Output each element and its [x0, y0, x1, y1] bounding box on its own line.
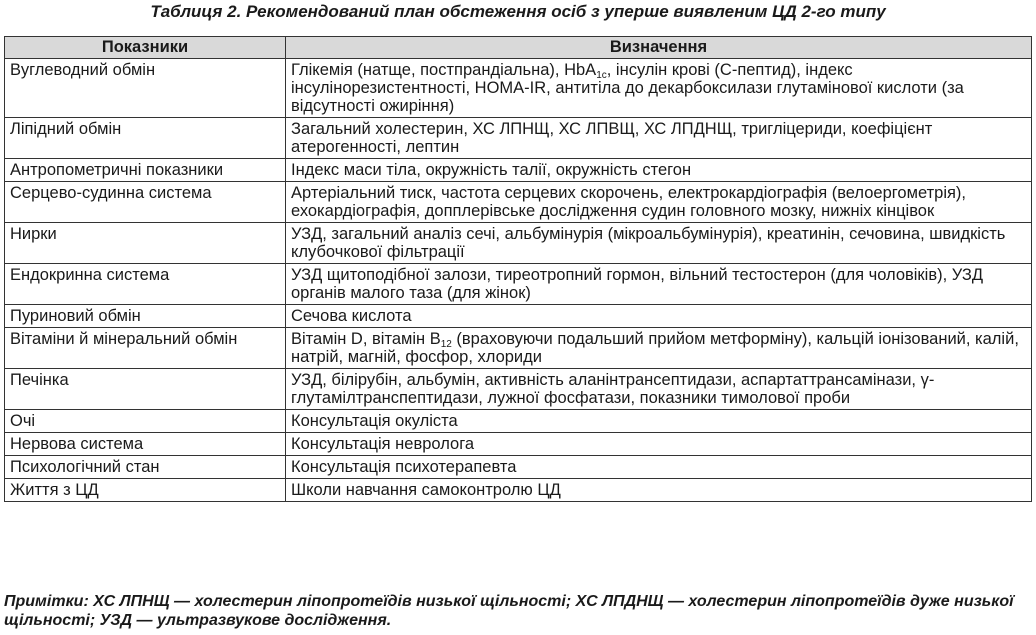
subscript-text: 1c: [596, 70, 607, 81]
indicator-cell: Антропометричні показники: [5, 159, 286, 182]
definition-cell: [286, 159, 1032, 182]
definition-cell: [286, 305, 1032, 328]
table-row: [5, 410, 1032, 433]
table-row: [5, 264, 1032, 305]
definition-cell: [286, 328, 1032, 369]
table-row: [5, 369, 1032, 410]
definition-text: Індекс маси тіла, окружність талії, окружність стегон: [291, 161, 692, 179]
table-row: [5, 433, 1032, 456]
indicator-cell: Ліпідний обмін: [5, 118, 286, 159]
table-row: [5, 118, 1032, 159]
table-caption: Таблиця 2. Рекомендований план обстеження осіб з уперше виявленим ЦД 2-го типу: [150, 2, 886, 21]
indicator-cell: Пуриновий обмін: [5, 305, 286, 328]
indicator-cell: Вуглеводний обмін: [5, 59, 286, 118]
definition-cell: [286, 182, 1032, 223]
definition-cell: [286, 118, 1032, 159]
table-row: [5, 305, 1032, 328]
definition-text: Консультація психотерапевта: [291, 458, 517, 476]
indicator-cell: Печінка: [5, 369, 286, 410]
table-body: [5, 59, 1032, 502]
definition-text: , інсулін крові (С-пептид), індекс інсулінорезистентності, HOMA-IR, антитіла до декарбоксилази глутамінової кислоти (за відсутності ожиріння): [291, 61, 964, 115]
table-row: [5, 182, 1032, 223]
table-row: [5, 456, 1032, 479]
table-row: [5, 159, 1032, 182]
indicator-cell: Нирки: [5, 223, 286, 264]
definition-text: УЗД щитоподібної залози, тиреотропний гормон, вільний тестостерон (для чоловіків), УЗД органів малого таза (для жінок): [291, 266, 984, 302]
definition-text: Глікемія (натще, постпрандіальна), HbA: [291, 61, 597, 79]
definition-cell: [286, 369, 1032, 410]
definition-cell: [286, 264, 1032, 305]
indicator-cell: Серцево-судинна система: [5, 182, 286, 223]
indicator-cell: Нервова система: [5, 433, 286, 456]
definition-text: Консультація невролога: [291, 435, 475, 453]
definition-text: Артеріальний тиск, частота серцевих скорочень, електрокардіографія (велоергометрія), ехокардіографія, допплерівське дослідження судин головного мозку, нижніх кінцівок: [291, 184, 966, 220]
table-row: [5, 479, 1032, 502]
definition-text: УЗД, загальний аналіз сечі, альбумінурія (мікроальбумінурія), креатинін, сечовина, швидкість клубочкової фільтрації: [291, 225, 1006, 261]
definition-cell: [286, 456, 1032, 479]
definition-cell: [286, 410, 1032, 433]
definition-text: Школи навчання самоконтролю ЦД: [291, 481, 561, 499]
examination-plan-table: [4, 36, 1032, 502]
table-header-row: [5, 37, 1032, 59]
definition-text: Сечова кислота: [291, 307, 412, 325]
header-indicators: Показники: [5, 37, 286, 59]
definition-text: Загальний холестерин, ХС ЛПНЩ, ХС ЛПВЩ, ХС ЛПДНЩ, тригліцериди, коефіцієнт атерогенності, лептин: [291, 120, 933, 156]
table-row: [5, 223, 1032, 264]
definition-cell: [286, 223, 1032, 264]
subscript-text: 12: [440, 339, 452, 350]
definition-cell: [286, 59, 1032, 118]
indicator-cell: Життя з ЦД: [5, 479, 286, 502]
table-notes: Примітки: ХС ЛПНЩ — холестерин ліпопротеїдів низької щільності; ХС ЛПДНЩ — холестерин ліпопротеїдів дуже низької щільності; УЗД — ультразвукове дослідження.: [4, 593, 1014, 629]
definition-text: Консультація окуліста: [291, 412, 458, 430]
definition-text: УЗД, білірубін, альбумін, активність аланінтрансептидази, аспартаттрансамінази, γ-глутамілтранспептидази, лужної фосфатази, показники тимолової проби: [291, 371, 935, 407]
table-row: [5, 328, 1032, 369]
indicator-cell: Ендокринна система: [5, 264, 286, 305]
header-definition: Визначення: [286, 37, 1032, 59]
definition-cell: [286, 479, 1032, 502]
definition-text: (враховуючи подальший прийом метформіну), кальцій іонізований, калій, натрій, магній, фосфор, хлориди: [291, 330, 1019, 366]
definition-text: Вітамін D, вітамін В: [291, 330, 441, 348]
definition-cell: [286, 433, 1032, 456]
table-row: [5, 59, 1032, 118]
indicator-cell: Вітаміни й мінеральний обмін: [5, 328, 286, 369]
indicator-cell: Очі: [5, 410, 286, 433]
indicator-cell: Психологічний стан: [5, 456, 286, 479]
